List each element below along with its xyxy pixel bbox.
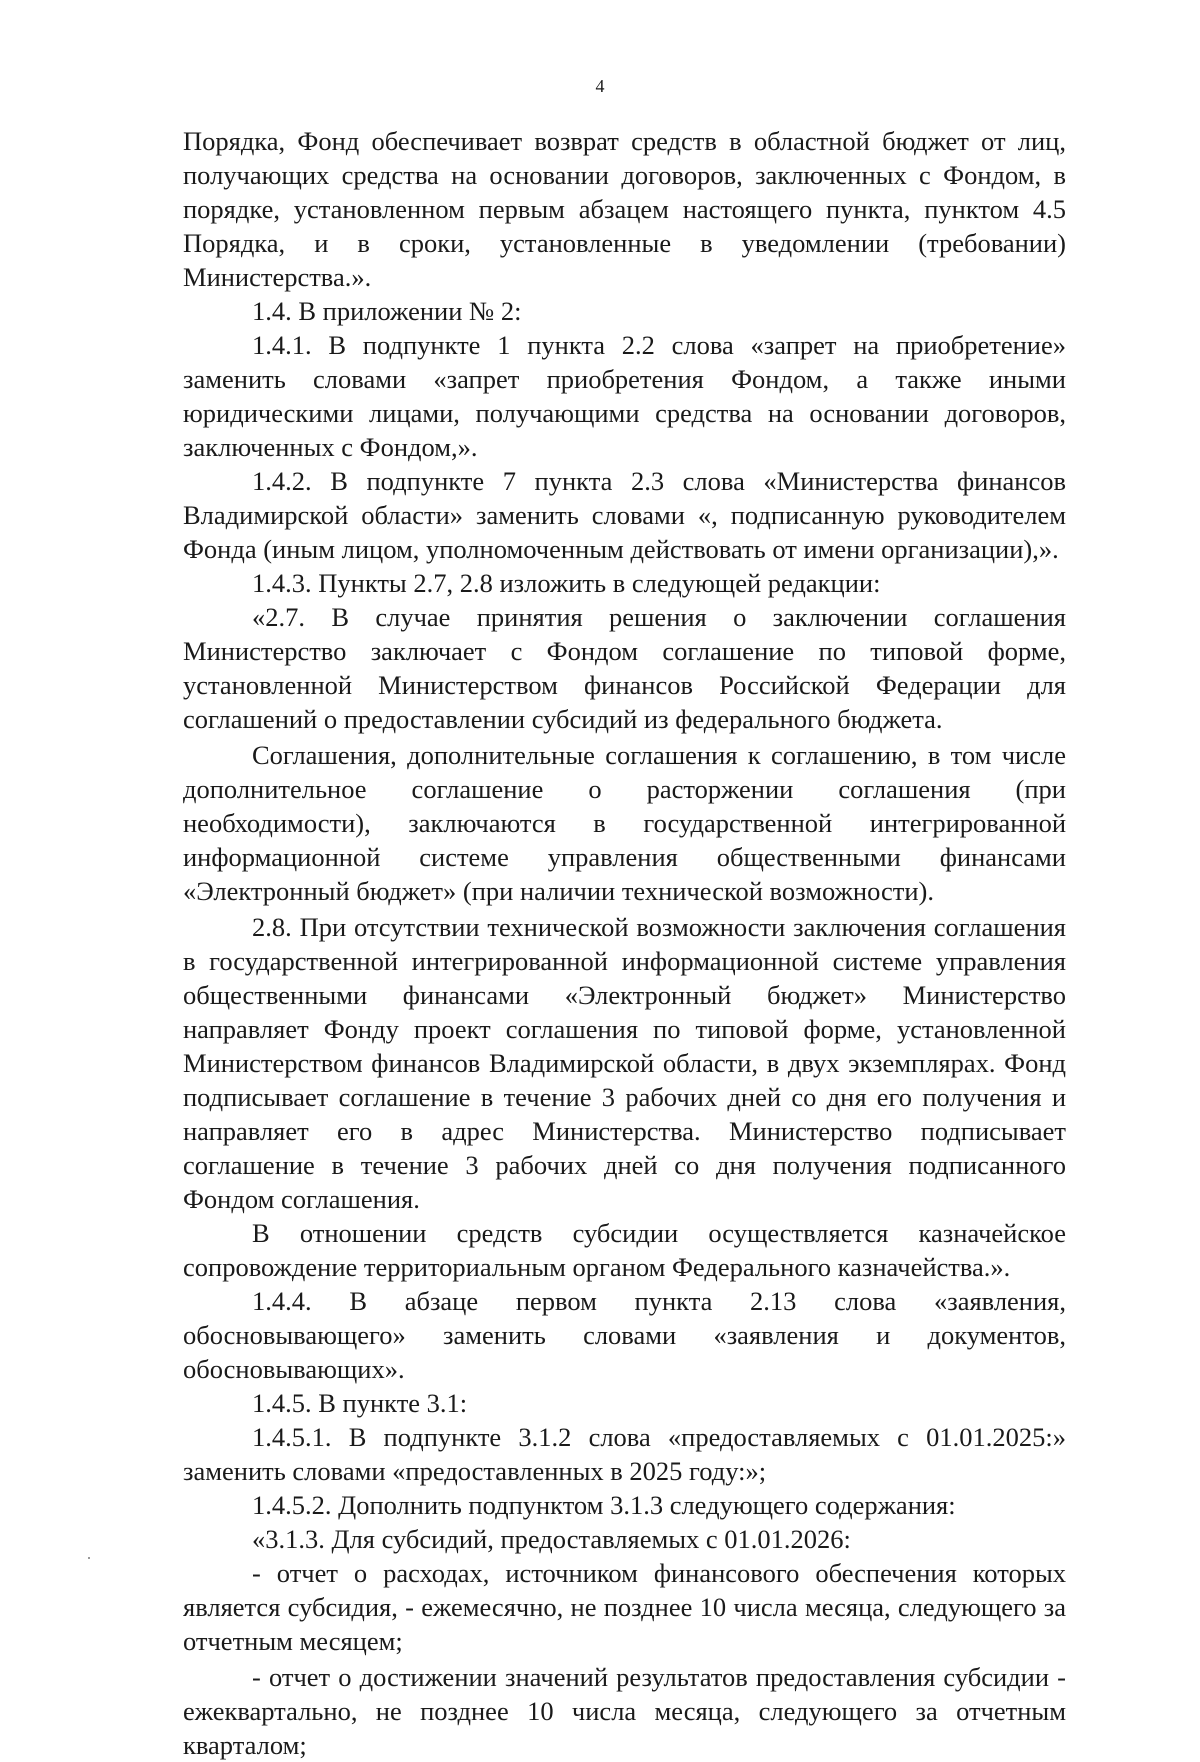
paragraph-1-4-5: 1.4.5. В пункте 3.1:: [252, 1388, 468, 1418]
scan-speck: [88, 1557, 90, 1559]
paragraph-1-4-3: 1.4.3. Пункты 2.7, 2.8 изложить в следующей редакции:: [252, 568, 881, 598]
paragraph-1-4-1: 1.4.1. В подпункте 1 пункта 2.2 слова «запрет на приобретение» заменить словами «запрет приобретения Фондом, а также иными юридическими лицами, получающими средства на основании договоров, заключенных с Фондом,».: [183, 330, 1066, 462]
document-body: [183, 124, 1066, 1762]
page-number: 4: [595, 76, 605, 96]
paragraph-1-4: 1.4. В приложении № 2:: [252, 296, 522, 326]
paragraph-3-1-3: «3.1.3. Для субсидий, предоставляемых с 01.01.2026:: [252, 1524, 851, 1554]
paragraph-1-4-4: 1.4.4. В абзаце первом пункта 2.13 слова «заявления, обосновывающего» заменить словами «заявления и документов, обосновывающих».: [183, 1286, 1066, 1384]
paragraph-agreements: Соглашения, дополнительные соглашения к соглашению, в том числе дополнительное соглашение о расторжении соглашения (при необходимости), заключаются в государственной интегрированной информационной системе управления общественными финансами «Электронный бюджет» (при наличии технической возможности).: [183, 740, 1066, 906]
paragraph-1-4-5-1: 1.4.5.1. В подпункте 3.1.2 слова «предоставляемых с 01.01.2025:» заменить словами «предоставленных в 2025 году:»;: [183, 1422, 1066, 1486]
list-item-expense-report: - отчет о расходах, источником финансового обеспечения которых является субсидия, - ежемесячно, не позднее 10 числа месяца, следующего за отчетным месяцем;: [183, 1558, 1066, 1656]
paragraph-2-8: 2.8. При отсутствии технической возможности заключения соглашения в государственной интегрированной информационной системе управления общественными финансами «Электронный бюджет» Министерство направляет Фонду проект соглашения по типовой форме, установленной Министерством финансов Владимирской области, в двух экземплярах. Фонд подписывает соглашение в течение 3 рабочих дней со дня его получения и направляет его в адрес Министерства. Министерство подписывает соглашение в течение 3 рабочих дней со дня получения подписанного Фондом соглашения.: [183, 912, 1066, 1214]
paragraph-1-4-5-2: 1.4.5.2. Дополнить подпунктом 3.1.3 следующего содержания:: [252, 1490, 956, 1520]
list-item-results-report: - отчет о достижении значений результатов предоставления субсидии - ежеквартально, не позднее 10 числа месяца, следующего за отчетным кварталом;: [183, 1662, 1066, 1760]
paragraph-2-7: «2.7. В случае принятия решения о заключении соглашения Министерство заключает с Фондом соглашение по типовой форме, установленной Министерством финансов Российской Федерации для соглашений о предоставлении субсидий из федерального бюджета.: [183, 602, 1066, 734]
paragraph-1-4-2: 1.4.2. В подпункте 7 пункта 2.3 слова «Министерства финансов Владимирской области» заменить словами «, подписанную руководителем Фонда (иным лицом, уполномоченным действовать от имени организации),».: [183, 466, 1066, 564]
paragraph-treasury: В отношении средств субсидии осуществляется казначейское сопровождение территориальным органом Федерального казначейства.».: [183, 1218, 1066, 1282]
paragraph-continuation: Порядка, Фонд обеспечивает возврат средств в областной бюджет от лиц, получающих средства на основании договоров, заключенных с Фондом, в порядке, установленном первым абзацем настоящего пункта, пунктом 4.5 Порядка, и в сроки, установленные в уведомлении (требовании) Министерства.».: [183, 126, 1066, 292]
